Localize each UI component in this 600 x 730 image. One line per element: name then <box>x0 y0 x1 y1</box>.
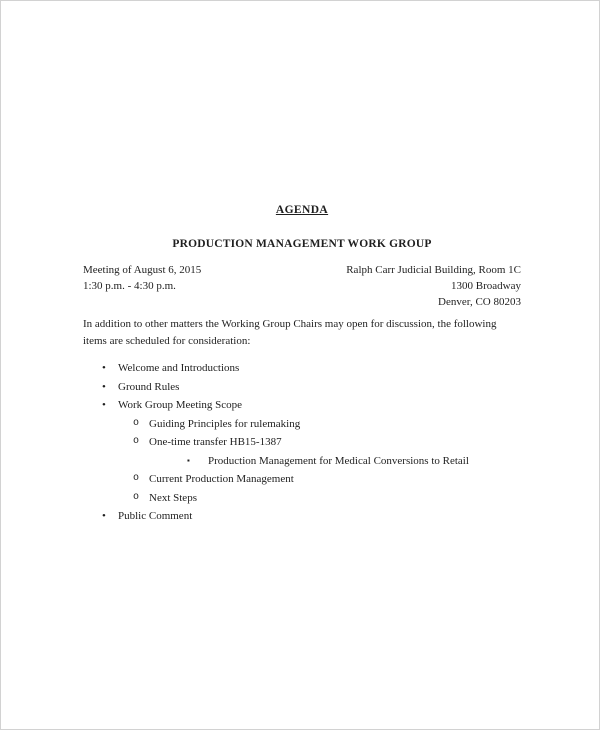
agenda-item-text: Work Group Meeting Scope <box>118 399 243 411</box>
agenda-item <box>83 470 521 489</box>
venue-street: 1300 Broadway <box>451 280 521 292</box>
bullet-icon: • <box>102 399 106 411</box>
intro-paragraph: In addition to other matters the Working Group Chairs may open for discussion, the following items are scheduled for consideration: <box>83 318 497 347</box>
meeting-location <box>346 262 521 310</box>
agenda-item-text: Next Steps <box>149 491 197 504</box>
meeting-date: Meeting of August 6, 2015 <box>83 264 202 276</box>
bullet-icon: ▪ <box>187 455 190 465</box>
agenda-item <box>83 396 521 415</box>
bullet-icon: • <box>102 510 106 522</box>
page-title: AGENDA <box>275 204 329 216</box>
agenda-item <box>83 378 521 397</box>
bullet-icon: o <box>133 491 140 503</box>
bullet-icon: • <box>102 380 106 393</box>
agenda-item <box>83 489 521 508</box>
bullet-icon: o <box>133 436 140 447</box>
bullet-icon: o <box>133 417 140 429</box>
meeting-time: 1:30 p.m. - 4:30 p.m. <box>83 280 176 292</box>
agenda-item <box>83 415 521 434</box>
bullet-icon: • <box>102 362 106 374</box>
document-content <box>1 1 599 526</box>
bullet-icon: o <box>133 473 140 484</box>
venue-city: Denver, CO 80203 <box>438 296 521 308</box>
agenda-item <box>83 507 521 526</box>
agenda-item-text: One-time transfer HB15-1387 <box>149 436 282 448</box>
agenda-item <box>83 433 521 452</box>
page-subtitle: PRODUCTION MANAGEMENT WORK GROUP <box>172 238 432 250</box>
agenda-list <box>83 359 521 526</box>
agenda-item-text: Public Comment <box>118 510 193 522</box>
agenda-item-text: Welcome and Introductions <box>118 362 240 374</box>
venue-building: Ralph Carr Judicial Building, Room 1C <box>346 264 521 276</box>
agenda-item-text: Production Management for Medical Conversions to Retail <box>208 454 469 467</box>
agenda-item-text: Current Production Management <box>149 473 294 485</box>
agenda-item-text: Guiding Principles for rulemaking <box>149 417 301 430</box>
meeting-info <box>83 262 521 310</box>
meeting-datetime <box>83 262 201 310</box>
agenda-item-text: Ground Rules <box>118 380 180 393</box>
agenda-item <box>83 452 521 471</box>
agenda-item <box>83 359 521 378</box>
